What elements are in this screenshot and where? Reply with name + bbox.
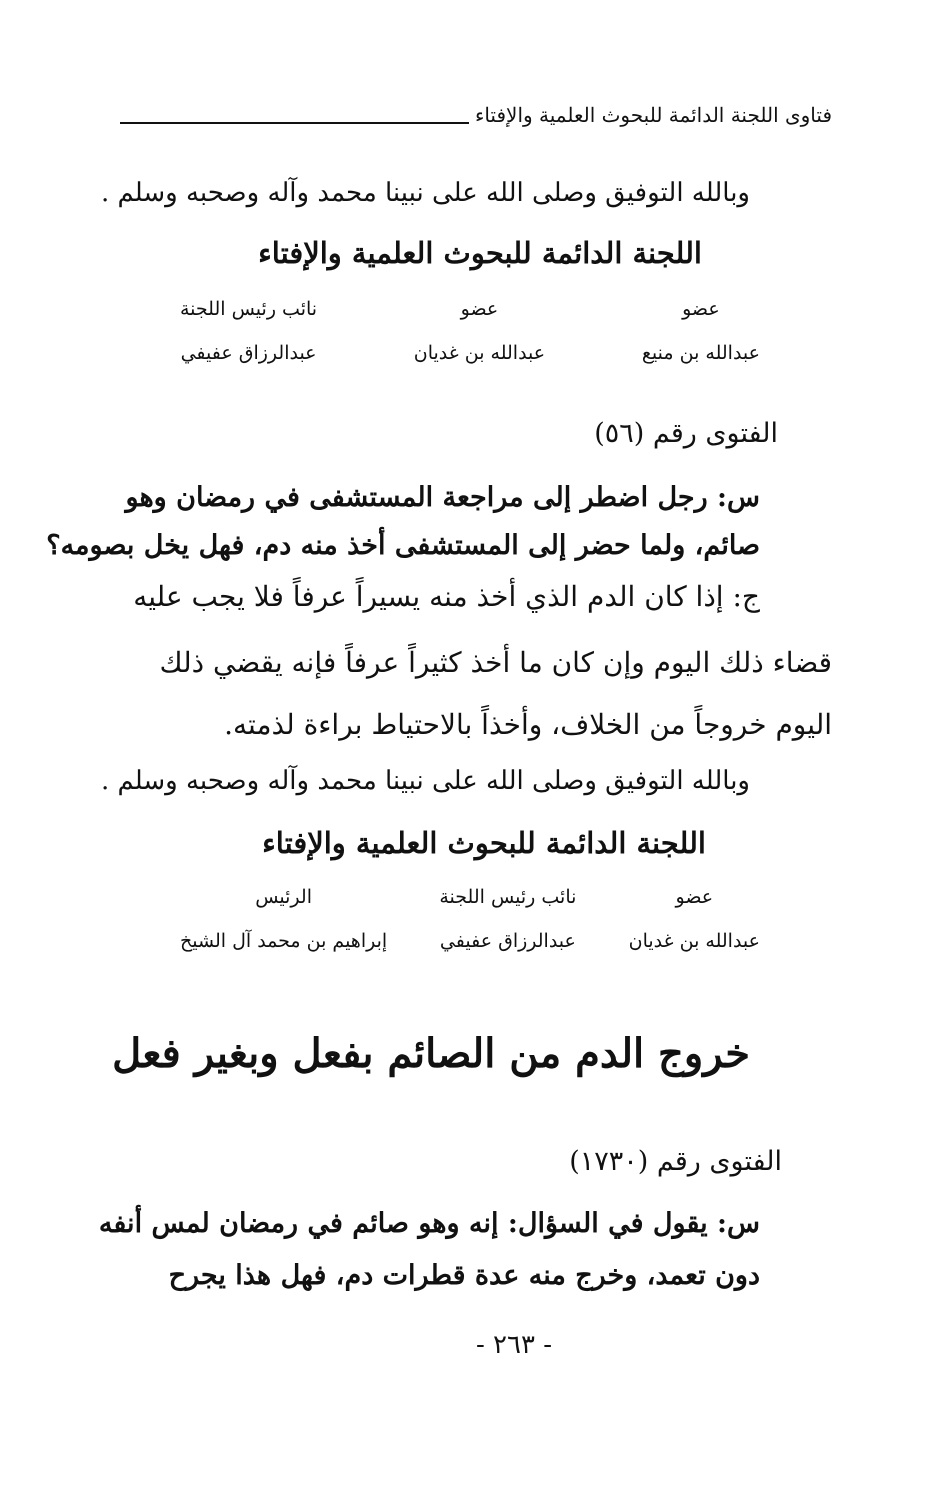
question-line-2: دون تعمد، وخرج منه عدة قطرات دم، فهل هذا يجرح: [168, 1260, 760, 1291]
question-line-1: س: رجل اضطر إلى مراجعة المستشفى في رمضان وهو: [125, 482, 760, 513]
signature-role: نائب رئيس اللجنة: [180, 298, 318, 320]
signature-role: الرئيس: [255, 886, 312, 908]
signatures-block-1: [180, 298, 760, 364]
signature-member-1: [642, 298, 760, 364]
signature-name: عبدالله بن غديان: [413, 342, 546, 364]
question-line-2: صائم، ولما حضر إلى المستشفى أخذ منه دم، فهل يخل بصومه؟: [46, 530, 760, 561]
signature-role: نائب رئيس اللجنة: [439, 886, 577, 908]
committee-name-2: اللجنة الدائمة للبحوث العلمية والإفتاء: [262, 826, 706, 860]
signature-name: عبدالله بن منيع: [641, 342, 760, 364]
fatwa-number-56: الفتوى رقم (٥٦): [594, 418, 778, 449]
running-header: [120, 103, 832, 127]
page-number: - ٢٦٣ -: [475, 1330, 552, 1360]
signature-chair: [180, 886, 387, 952]
signature-name: عبدالرزاق عفيفي: [439, 930, 576, 952]
signature-vice-chair: [180, 298, 317, 364]
running-title: فتاوى اللجنة الدائمة للبحوث العلمية والإفتاء: [474, 103, 832, 127]
closing-prayer-1: وبالله التوفيق وصلى الله على نبينا محمد وآله وصحبه وسلم .: [100, 178, 750, 208]
fatwa-number-1730: الفتوى رقم (١٧٣٠): [569, 1146, 782, 1177]
signature-name: عبدالله بن غديان: [628, 930, 760, 952]
signatures-block-2: [180, 886, 760, 952]
answer-line-3: اليوم خروجاً من الخلاف، وأخذاً بالاحتياط براءة لذمته.: [224, 708, 832, 741]
header-rule: [120, 122, 469, 124]
committee-name-1: اللجنة الدائمة للبحوث العلمية والإفتاء: [258, 236, 702, 270]
answer-line-2: قضاء ذلك اليوم وإن كان ما أخذ كثيراً عرفاً فإنه يقضي ذلك: [159, 646, 832, 679]
question-line-1: س: يقول في السؤال: إنه وهو صائم في رمضان لمس أنفه: [98, 1208, 760, 1239]
signature-member: [629, 886, 760, 952]
signature-vice-chair: [439, 886, 576, 952]
signature-role: عضو: [675, 886, 714, 908]
signature-name: إبراهيم بن محمد آل الشيخ: [180, 930, 388, 952]
section-title: خروج الدم من الصائم بفعل وبغير فعل: [112, 1030, 750, 1077]
signature-member-2: [414, 298, 545, 364]
signature-name: عبدالرزاق عفيفي: [180, 342, 317, 364]
signature-role: عضو: [460, 298, 499, 320]
answer-line-1: ج: إذا كان الدم الذي أخذ منه يسيراً عرفاً فلا يجب عليه: [133, 580, 760, 613]
closing-prayer-2: وبالله التوفيق وصلى الله على نبينا محمد وآله وصحبه وسلم .: [100, 766, 750, 796]
signature-role: عضو: [682, 298, 720, 320]
